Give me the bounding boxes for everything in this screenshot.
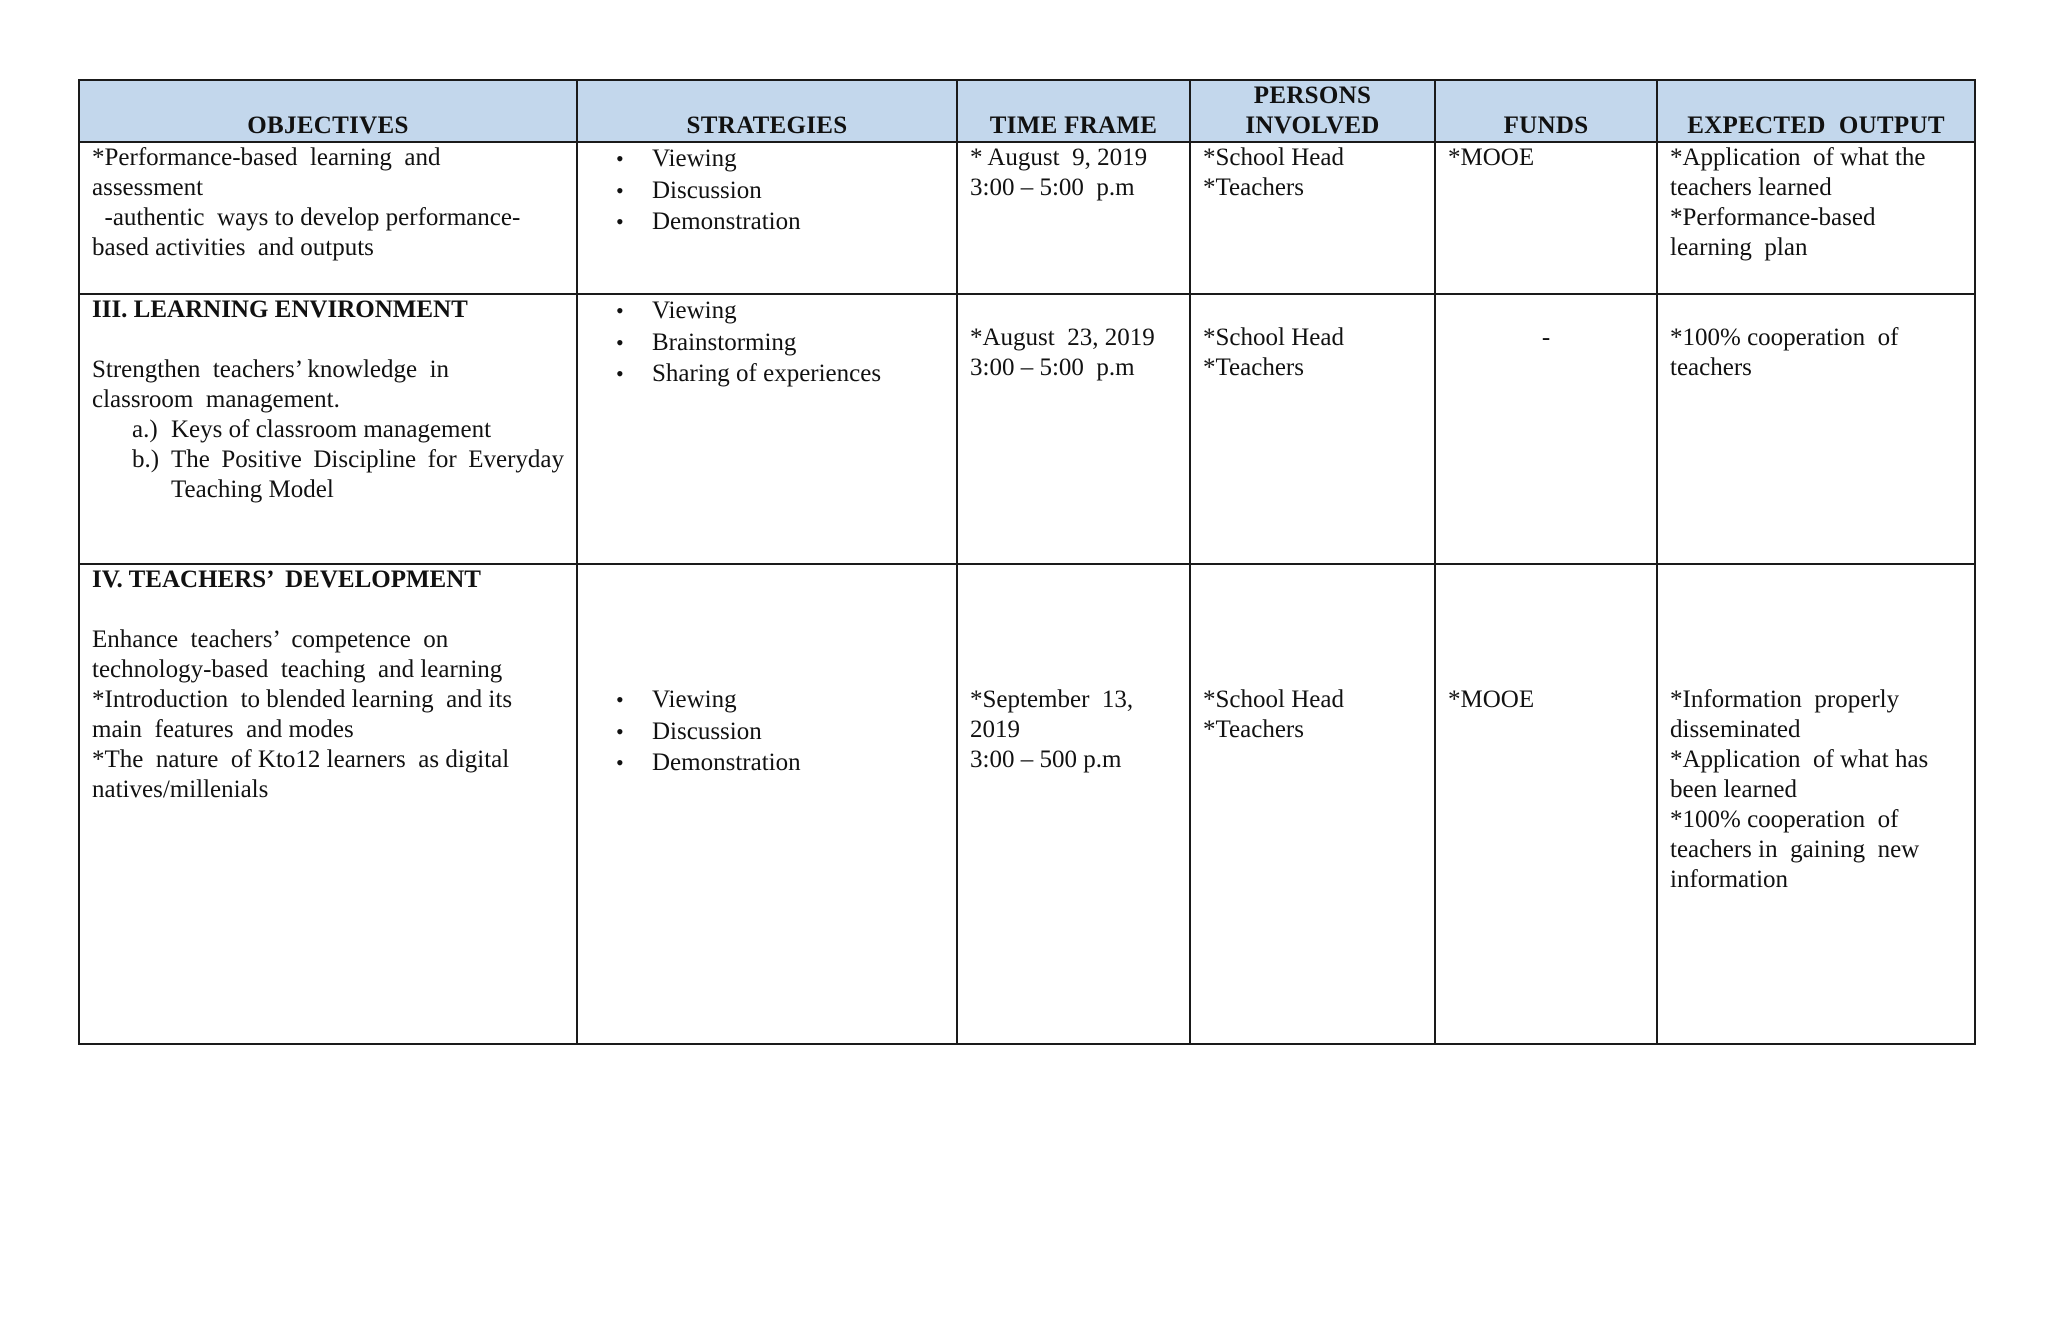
strategies-cell xyxy=(577,564,957,1044)
header-objectives: OBJECTIVES xyxy=(79,80,577,142)
list-item: • Discussion xyxy=(616,176,762,204)
header-row xyxy=(79,80,1975,142)
action-plan-table xyxy=(78,79,1976,1045)
persons-cell: *School Head *Teachers xyxy=(1190,142,1435,294)
list-item: • Demonstration xyxy=(616,749,801,776)
header-time-frame: TIME FRAME xyxy=(957,80,1190,142)
time-frame-cell: *August 23, 2019 3:00 – 5:00 p.m xyxy=(957,294,1190,564)
list-item: • Discussion xyxy=(616,717,762,745)
list-item: • Demonstration xyxy=(616,208,801,235)
list-item: • Viewing xyxy=(616,686,737,713)
objectives-cell: III. LEARNING ENVIRONMENT Strengthen teachers’ knowledge in classroom management. a.) Keys of classroom management b.) The Positive Discipline for Everyday Teaching Model xyxy=(79,294,577,564)
list-item: • Brainstorming xyxy=(616,328,797,356)
strategies-cell xyxy=(577,294,957,564)
list-item: • Viewing xyxy=(616,145,737,172)
list-item: a.) Keys of classroom management xyxy=(132,416,492,443)
expected-output-cell: *Information properly disseminated *Application of what has been learned *100% cooperation of teachers in gaining new information xyxy=(1657,564,1975,1044)
expected-output-cell: *100% cooperation of teachers xyxy=(1657,294,1975,564)
persons-cell: *School Head *Teachers xyxy=(1190,294,1435,564)
header-funds: FUNDS xyxy=(1435,80,1657,142)
objectives-cell: *Performance-based learning and assessment -authentic ways to develop performance- based activities and outputs xyxy=(79,142,577,294)
table-row xyxy=(79,142,1975,294)
time-frame-cell: * August 9, 2019 3:00 – 5:00 p.m xyxy=(957,142,1190,294)
expected-output-cell: *Application of what the teachers learned *Performance-based learning plan xyxy=(1657,142,1975,294)
header-strategies: STRATEGIES xyxy=(577,80,957,142)
list-item: b.) The Positive Discipline for Everyday Teaching Model xyxy=(132,446,564,503)
time-frame-cell: *September 13, 2019 3:00 – 500 p.m xyxy=(957,564,1190,1044)
funds-cell: *MOOE xyxy=(1435,564,1657,1044)
table-row xyxy=(79,294,1975,564)
table-row xyxy=(79,564,1975,1044)
persons-cell: *School Head *Teachers xyxy=(1190,564,1435,1044)
header-persons-involved: PERSONS INVOLVED xyxy=(1190,80,1435,142)
funds-cell: *MOOE xyxy=(1435,142,1657,294)
section-heading: IV. TEACHERS’ DEVELOPMENT xyxy=(92,566,481,593)
strategies-cell xyxy=(577,142,957,294)
funds-cell: - xyxy=(1435,294,1657,564)
list-item: • Sharing of experiences xyxy=(616,360,882,387)
section-heading: III. LEARNING ENVIRONMENT xyxy=(92,296,468,323)
objectives-cell: IV. TEACHERS’ DEVELOPMENT Enhance teachers’ competence on technology-based teaching and learning *Introduction to blended learning and its main features and modes *The nature of Kto12 learners as digital natives/millenials xyxy=(79,564,577,1044)
header-expected-output: EXPECTED OUTPUT xyxy=(1657,80,1975,142)
list-item: • Viewing xyxy=(616,297,737,324)
